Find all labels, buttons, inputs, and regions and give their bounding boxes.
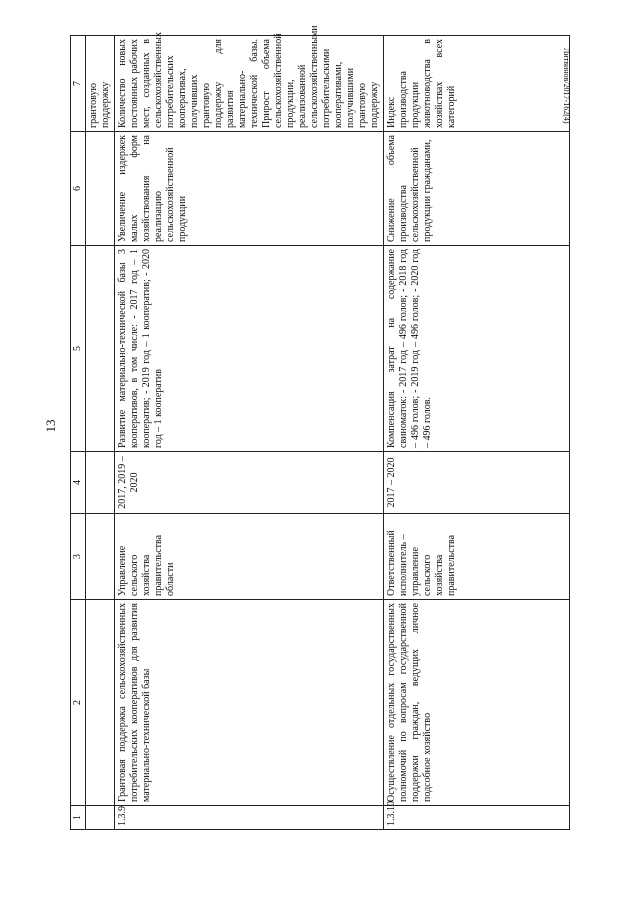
row-number: 1.3.9 <box>115 806 384 830</box>
executor-cell: Ответственный исполнитель – управление сельского хозяйства правительства <box>384 514 570 600</box>
measure-cell: Осуществление отдельных государственных полномочий по вопросам государственной поддержки граждан, ведущих личное подсобное хозяйство <box>384 600 570 806</box>
result-cell: Компенсация затрат на содержание свиноматок: - 2017 год – 496 голов; - 2018 год – 496 голов; - 2019 год – 496 голов; - 2020 год – 496 голов. <box>384 246 570 452</box>
table-row <box>115 36 384 830</box>
header-row <box>71 36 86 830</box>
document-footer: Литвинов/2017-162(4) <box>562 48 571 124</box>
executor-cell: Управление сельского хозяйства правительства области <box>115 514 384 600</box>
measure-cell: Грантовая поддержка сельскохозяйственных потребительских кооперативов для развития материально-технической базы <box>115 600 384 806</box>
indicator-cell: Количество новых постоянных рабочих мест, созданных в сельскохозяйственных потребительских кооперативах, получивших грантовую поддержку для развития материально-технической базы. Прирост объема сельскохозяйственной продукции, реализованной сельскохозяйственными потребительскими кооперативами, получившими грантовую поддержку <box>115 36 384 132</box>
header-col-5: 5 <box>71 246 86 452</box>
period-cell: 2017 – 2020 <box>384 452 570 514</box>
indicator-cell: Индекс производства продукции животноводства в хозяйствах всех категорий <box>384 36 570 132</box>
continuation-row <box>86 36 115 830</box>
program-measures-table <box>70 25 570 830</box>
header-col-6: 6 <box>71 132 86 246</box>
header-col-1: 1 <box>71 806 86 830</box>
result-cell: Развитие материально-технической базы 3 кооперативов, в том числе: - 2017 год – 1 кооператив; - 2019 год – 1 кооператив; - 2020 год – 1 кооператив <box>115 246 384 452</box>
header-col-2: 2 <box>71 600 86 806</box>
row-number: 1.3.10 <box>384 806 570 830</box>
effect-cell: Снижение объема производства сельскохозяйственной продукции гражданами, <box>384 132 570 246</box>
header-col-4: 4 <box>71 452 86 514</box>
page-number: 13 <box>43 419 58 433</box>
effect-cell: Увеличение издержек малых форм хозяйствования на реализацию сельскохозяйственной продукции <box>115 132 384 246</box>
rotated-table-container <box>70 25 570 830</box>
header-col-7: 7 <box>71 36 86 132</box>
table-row <box>384 36 570 830</box>
continuation-text: грантовую поддержку <box>86 36 115 132</box>
period-cell: 2017, 2019 – 2020 <box>115 452 384 514</box>
header-col-3: 3 <box>71 514 86 600</box>
